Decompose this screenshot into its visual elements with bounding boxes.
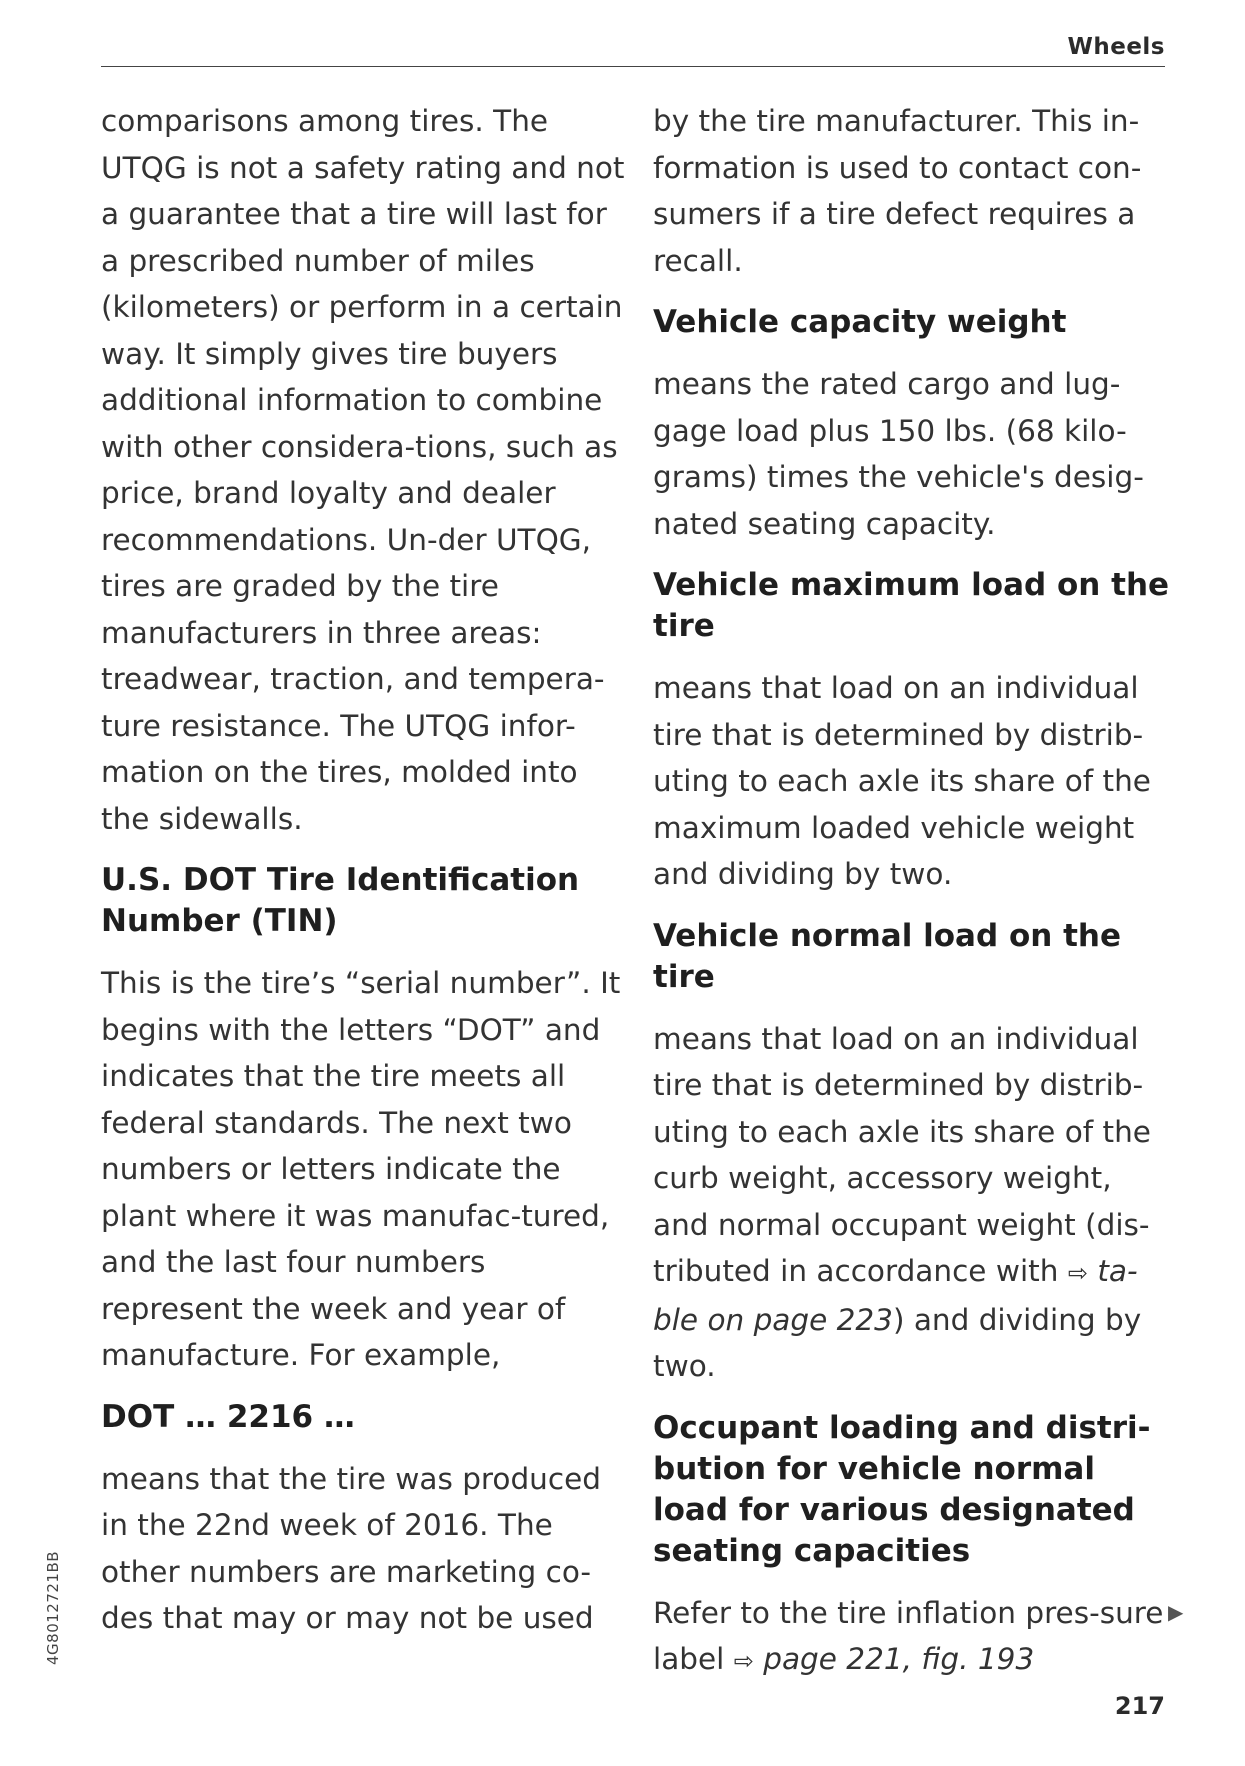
- paragraph-normal-load: [653, 1016, 1173, 1390]
- figure-reference-link[interactable]: page 221, fig. 193: [763, 1642, 1035, 1676]
- reference-arrow-icon: ⇨: [1067, 1259, 1088, 1287]
- right-column: [653, 98, 1173, 1685]
- page-number: 217: [1114, 1692, 1165, 1720]
- paragraph-max-load: means that load on an individual tire that is determined by distrib-uting to each axle its share of the maximum loaded vehicle weight and dividing by two.: [653, 671, 1151, 891]
- running-header-title: Wheels: [1067, 34, 1165, 60]
- occupant-text: Refer to the tire inflation pres-sure label: [653, 1595, 1164, 1676]
- dot-example: DOT … 2216 …: [101, 1398, 355, 1435]
- left-paragraph-utqg: comparisons among tires. The UTQG is not a safety rating and not a guarantee that a tire will last for a prescribed number of miles (kilometers) or perform in a certain way. It simply gives tire buyers additional information to combine with other considera-tions, such as price, brand loyalty and dealer recommendations. Un-der UTQG, tires are graded by the tire manufacturers in three areas: treadwear, traction, and tempera-ture resistance. The UTQG infor-mation on the tires, molded into the sidewalls.: [101, 104, 625, 836]
- heading-max-load: Vehicle maximum load on the tire: [653, 567, 1170, 644]
- heading-tin: U.S. DOT Tire Identification Number (TIN): [101, 862, 580, 939]
- header-rule: [101, 66, 1165, 67]
- continue-arrow-icon: ▶: [1168, 1600, 1184, 1624]
- paragraph-tin: This is the tire’s “serial number”. It begins with the letters “DOT” and indicates that the tire meets all federal standards. The next two numbers or letters indicate the plant where it was manufac-tured, and the last four numbers represent the week and year of manufacture. For example,: [101, 966, 621, 1372]
- heading-normal-load: Vehicle normal load on the tire: [653, 917, 1122, 995]
- heading-occupant-loading: Occupant loading and distri-bution for vehicle normal load for various designated seating capacities: [653, 1409, 1151, 1569]
- left-column: [101, 98, 631, 1642]
- reference-arrow-icon: ⇨: [733, 1647, 754, 1675]
- heading-capacity-weight: Vehicle capacity weight: [653, 304, 1067, 340]
- paragraph-capacity-weight: means the rated cargo and lug-gage load plus 150 lbs. (68 kilo-grams) times the vehicle's desig-nated seating capacity.: [653, 367, 1144, 541]
- paragraph-occupant-loading: [653, 1590, 1173, 1685]
- normal-load-text-end: ) and dividing by two.: [653, 1302, 1142, 1383]
- document-code: 4G8012721BB: [44, 1550, 62, 1665]
- normal-load-text: means that load on an individual tire that is determined by distrib-uting to each axle its share of the curb weight, accessory weight, and normal occupant weight (dis-tributed in accordance with: [653, 1021, 1151, 1288]
- paragraph-dot-meaning: means that the tire was produced in the 22nd week of 2016. The other numbers are marketing co-des that may or may not be used: [101, 1461, 601, 1635]
- table-reference-link[interactable]: ta-ble on page 223: [653, 1254, 1138, 1337]
- right-paragraph-recall: by the tire manufacturer. This in-formation is used to contact con-sumers if a tire defect requires a recall.: [653, 104, 1142, 278]
